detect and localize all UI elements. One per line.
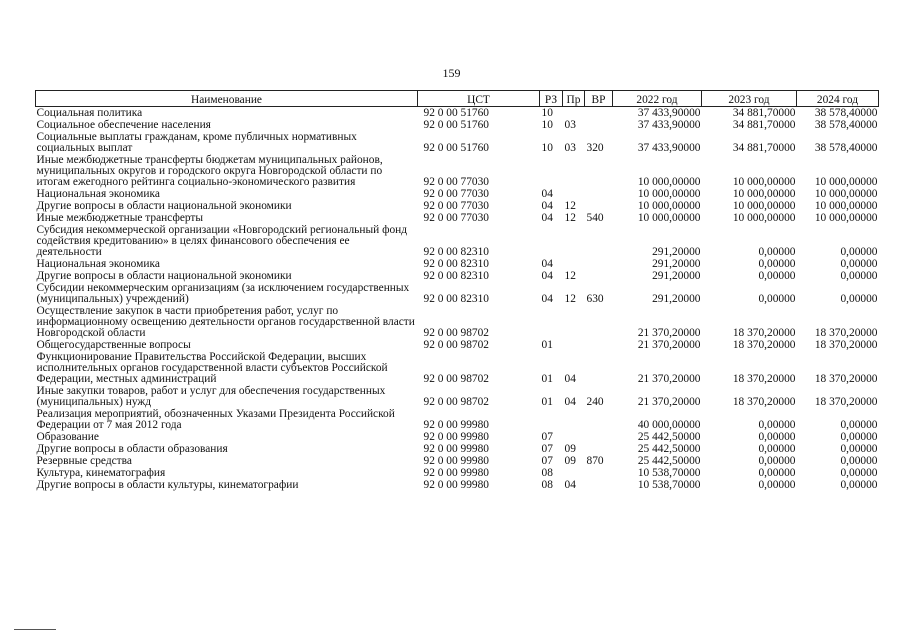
cell-pr: 03: [564, 142, 576, 154]
cell-vr: [585, 224, 613, 258]
cell-2023: 10 000,00000: [732, 188, 796, 200]
cell-pr: [563, 305, 585, 339]
cell-2023: 0,00000: [758, 246, 796, 258]
cell-2023: 18 370,20000: [732, 327, 796, 339]
cell-2024: 0,00000: [840, 455, 878, 467]
cell-2023: 18 370,20000: [732, 339, 796, 351]
cell-vr: [585, 258, 613, 270]
cell-cst: 92 0 00 98702: [423, 327, 489, 339]
cell-rz: 07: [541, 455, 553, 467]
column-header-vr: ВР: [585, 91, 613, 107]
cell-pr: [563, 188, 585, 200]
cell-name: Иные межбюджетные трансферты: [36, 212, 204, 224]
cell-rz: [540, 224, 563, 258]
cell-2022: 291,20000: [652, 258, 701, 270]
cell-2023: 0,00000: [758, 467, 796, 479]
cell-vr: [585, 351, 613, 385]
column-header-2024: 2024 год: [797, 91, 879, 107]
table-row: [36, 224, 879, 258]
cell-2024: 0,00000: [840, 431, 878, 443]
cell-cst: 92 0 00 77030: [423, 176, 489, 188]
cell-rz: [540, 154, 563, 188]
cell-cst: 92 0 00 98702: [423, 373, 489, 385]
cell-vr: [585, 467, 613, 479]
cell-pr: 12: [564, 293, 576, 305]
cell-cst: 92 0 00 98702: [423, 396, 489, 408]
cell-pr: 12: [564, 212, 576, 224]
cell-2022: 291,20000: [652, 270, 701, 282]
cell-2024: 10 000,00000: [814, 188, 878, 200]
table-row: [36, 408, 879, 431]
cell-rz: 01: [541, 396, 553, 408]
cell-2022: 25 442,50000: [637, 455, 701, 467]
cell-cst: 92 0 00 51760: [423, 107, 489, 119]
cell-2022: 10 000,00000: [637, 188, 701, 200]
cell-2024: 10 000,00000: [814, 200, 878, 212]
column-header-2023: 2023 год: [702, 91, 797, 107]
cell-vr: [585, 431, 613, 443]
cell-rz: 01: [541, 373, 553, 385]
cell-cst: 92 0 00 77030: [423, 200, 489, 212]
table-row: [36, 212, 879, 224]
cell-2024: 0,00000: [840, 443, 878, 455]
cell-vr: [585, 339, 613, 351]
cell-name: Образование: [36, 431, 99, 443]
table-row: [36, 154, 879, 188]
cell-2022: 37 433,90000: [637, 119, 701, 131]
cell-name: Общегосударственные вопросы: [36, 339, 191, 351]
table-row: [36, 467, 879, 479]
cell-2024: 0,00000: [840, 258, 878, 270]
cell-2024: 38 578,40000: [814, 107, 878, 119]
cell-2023: 0,00000: [758, 479, 796, 491]
cell-cst: 92 0 00 77030: [423, 188, 489, 200]
cell-2024: 0,00000: [840, 419, 878, 431]
cell-rz: 10: [541, 107, 553, 119]
cell-rz: 01: [541, 339, 553, 351]
cell-vr: [585, 200, 613, 212]
column-header-2022: 2022 год: [613, 91, 702, 107]
cell-vr: 320: [586, 142, 604, 154]
cell-name: Субсидии некоммерческим организациям (за исключением государственных (муниципальных) учреждений): [36, 282, 410, 305]
cell-name: Иные межбюджетные трансферты бюджетам муниципальных районов, муниципальных округов и городского округа Новгородской области по итогам ежегодного рейтинга социально-экономического развития: [36, 154, 383, 188]
cell-rz: 10: [541, 119, 553, 131]
page-number: 159: [442, 66, 461, 80]
cell-2024: 0,00000: [840, 467, 878, 479]
cell-2023: 0,00000: [758, 270, 796, 282]
cell-vr: [585, 107, 613, 120]
table-row: [36, 479, 879, 491]
cell-pr: 12: [564, 270, 576, 282]
cell-rz: [540, 408, 563, 431]
cell-cst: 92 0 00 99980: [423, 467, 489, 479]
column-header-rz: РЗ: [540, 91, 563, 107]
cell-name: Национальная экономика: [36, 258, 160, 270]
cell-2022: 291,20000: [652, 293, 701, 305]
table-row: [36, 258, 879, 270]
cell-name: Другие вопросы в области образования: [36, 443, 228, 455]
cell-2022: 10 538,70000: [637, 467, 701, 479]
cell-2024: 10 000,00000: [814, 176, 878, 188]
table-header-row: [36, 91, 879, 107]
table-row: [36, 385, 879, 408]
cell-cst: 92 0 00 99980: [423, 479, 489, 491]
cell-2022: 21 370,20000: [637, 373, 701, 385]
table-row: [36, 282, 879, 305]
table-body: [36, 107, 879, 492]
cell-2024: 18 370,20000: [814, 327, 878, 339]
cell-cst: 92 0 00 82310: [423, 270, 489, 282]
cell-pr: [563, 154, 585, 188]
cell-pr: 03: [564, 119, 576, 131]
cell-2024: 0,00000: [840, 479, 878, 491]
cell-vr: [585, 119, 613, 131]
cell-pr: 04: [564, 479, 576, 491]
cell-rz: 04: [541, 188, 553, 200]
cell-2024: 0,00000: [840, 270, 878, 282]
cell-vr: [585, 408, 613, 431]
table-row: [36, 443, 879, 455]
cell-cst: 92 0 00 99980: [423, 419, 489, 431]
cell-rz: 08: [541, 467, 553, 479]
cell-name: Резервные средства: [36, 455, 132, 467]
cell-vr: [585, 443, 613, 455]
cell-2023: 0,00000: [758, 258, 796, 270]
cell-name: Социальное обеспечение населения: [36, 119, 211, 131]
cell-pr: 12: [564, 200, 576, 212]
table-row: [36, 119, 879, 131]
cell-vr: 540: [586, 212, 604, 224]
footer-rule: [14, 629, 56, 630]
cell-pr: [563, 258, 585, 270]
cell-2023: 0,00000: [758, 419, 796, 431]
table-row: [36, 351, 879, 385]
cell-2023: 10 000,00000: [732, 176, 796, 188]
cell-name: Осуществление закупок в части приобретения работ, услуг по информационному освещению деятельности органов государственной власти Новгородской области: [36, 305, 415, 339]
cell-name: Социальные выплаты гражданам, кроме публичных нормативных социальных выплат: [36, 131, 357, 154]
cell-2022: 10 000,00000: [637, 200, 701, 212]
cell-rz: 04: [541, 200, 553, 212]
cell-rz: 04: [541, 212, 553, 224]
cell-vr: [585, 305, 613, 339]
cell-cst: 92 0 00 82310: [423, 293, 489, 305]
table-row: [36, 131, 879, 154]
cell-2024: 18 370,20000: [814, 396, 878, 408]
cell-2023: 34 881,70000: [732, 119, 796, 131]
cell-cst: 92 0 00 51760: [423, 142, 489, 154]
cell-vr: [585, 270, 613, 282]
cell-pr: [563, 224, 585, 258]
cell-2022: 40 000,00000: [637, 419, 701, 431]
cell-2024: 0,00000: [840, 246, 878, 258]
cell-rz: [540, 305, 563, 339]
cell-2024: 38 578,40000: [814, 142, 878, 154]
cell-2024: 18 370,20000: [814, 339, 878, 351]
cell-name: Функционирование Правительства Российской Федерации, высших исполнительных органов государственной власти субъектов Российской Федерации, местных администраций: [36, 351, 388, 385]
cell-name: Другие вопросы в области национальной экономики: [36, 270, 292, 282]
cell-name: Другие вопросы в области национальной экономики: [36, 200, 292, 212]
table-row: [36, 431, 879, 443]
cell-2023: 10 000,00000: [732, 212, 796, 224]
cell-rz: 10: [541, 142, 553, 154]
cell-2023: 0,00000: [758, 431, 796, 443]
column-header-name: Наименование: [36, 91, 418, 107]
cell-rz: 08: [541, 479, 553, 491]
cell-2022: 10 000,00000: [637, 212, 701, 224]
cell-name: Иные закупки товаров, работ и услуг для обеспечения государственных (муниципальных) нужд: [36, 385, 386, 408]
cell-vr: 870: [586, 455, 604, 467]
cell-pr: 04: [564, 396, 576, 408]
cell-cst: 92 0 00 82310: [423, 258, 489, 270]
cell-vr: 240: [586, 396, 604, 408]
cell-2022: 10 000,00000: [637, 176, 701, 188]
cell-pr: [563, 467, 585, 479]
cell-2024: 18 370,20000: [814, 373, 878, 385]
cell-pr: [563, 339, 585, 351]
cell-2024: 0,00000: [840, 293, 878, 305]
cell-2023: 18 370,20000: [732, 396, 796, 408]
cell-2022: 25 442,50000: [637, 443, 701, 455]
cell-name: Субсидия некоммерческой организации «Новгородский региональный фонд содействия кредитованию» в целях финансового обеспечения ее деятельности: [36, 224, 408, 258]
column-header-pr: Пр: [563, 91, 585, 107]
cell-vr: [585, 188, 613, 200]
cell-rz: 07: [541, 431, 553, 443]
cell-2023: 0,00000: [758, 455, 796, 467]
cell-name: Реализация мероприятий, обозначенных Указами Президента Российской Федерации от 7 мая 2012 года: [36, 408, 395, 431]
cell-2023: 34 881,70000: [732, 107, 796, 119]
cell-2024: 38 578,40000: [814, 119, 878, 131]
cell-name: Социальная политика: [36, 107, 143, 119]
table-row: [36, 200, 879, 212]
cell-cst: 92 0 00 99980: [423, 455, 489, 467]
cell-pr: [563, 107, 585, 120]
cell-cst: 92 0 00 99980: [423, 431, 489, 443]
table-row: [36, 455, 879, 467]
cell-2022: 25 442,50000: [637, 431, 701, 443]
cell-pr: [563, 408, 585, 431]
cell-2023: 0,00000: [758, 443, 796, 455]
cell-2023: 10 000,00000: [732, 200, 796, 212]
cell-2023: 34 881,70000: [732, 142, 796, 154]
cell-vr: 630: [586, 293, 604, 305]
cell-pr: 09: [564, 455, 576, 467]
cell-vr: [585, 154, 613, 188]
table-row: [36, 305, 879, 339]
cell-pr: 04: [564, 373, 576, 385]
cell-2022: 21 370,20000: [637, 339, 701, 351]
cell-2022: 21 370,20000: [637, 396, 701, 408]
cell-cst: 92 0 00 51760: [423, 119, 489, 131]
cell-2024: 10 000,00000: [814, 212, 878, 224]
cell-2022: 37 433,90000: [637, 107, 701, 119]
cell-2023: 18 370,20000: [732, 373, 796, 385]
cell-cst: 92 0 00 99980: [423, 443, 489, 455]
cell-name: Национальная экономика: [36, 188, 160, 200]
table-row: [36, 107, 879, 120]
cell-pr: [563, 431, 585, 443]
cell-rz: 04: [541, 258, 553, 270]
table-row: [36, 188, 879, 200]
table-row: [36, 339, 879, 351]
table-row: [36, 270, 879, 282]
cell-2023: 0,00000: [758, 293, 796, 305]
cell-2022: 21 370,20000: [637, 327, 701, 339]
cell-cst: 92 0 00 98702: [423, 339, 489, 351]
cell-name: Культура, кинематография: [36, 467, 166, 479]
cell-2022: 291,20000: [652, 246, 701, 258]
cell-rz: 07: [541, 443, 553, 455]
cell-rz: 04: [541, 293, 553, 305]
cell-cst: 92 0 00 82310: [423, 246, 489, 258]
cell-2022: 37 433,90000: [637, 142, 701, 154]
cell-vr: [585, 479, 613, 491]
cell-2022: 10 538,70000: [637, 479, 701, 491]
cell-cst: 92 0 00 77030: [423, 212, 489, 224]
column-header-cst: ЦСТ: [418, 91, 540, 107]
cell-name: Другие вопросы в области культуры, кинематографии: [36, 479, 299, 491]
cell-rz: 04: [541, 270, 553, 282]
budget-table: [35, 90, 879, 491]
cell-pr: 09: [564, 443, 576, 455]
